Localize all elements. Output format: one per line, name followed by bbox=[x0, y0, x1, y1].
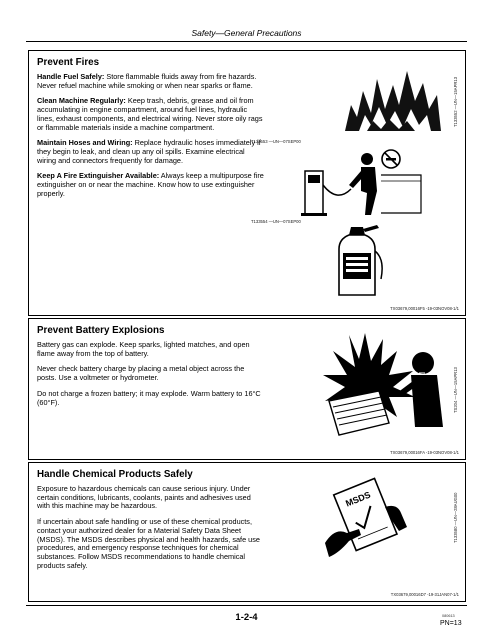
item-body: Keep trash, debris, grease and oil from accumulating in engine compartment, around fuel lines, hydraulic lines, exhaust components, and electrical wiring. Never store oily rags or flammable materials inside a machine compartment. bbox=[37, 96, 263, 132]
item-body: Always keep a multipurpose fire extinguisher on or near the machine. Know how to use extinguisher properly. bbox=[37, 171, 264, 198]
figure-code: T133580 —UN—28AUG00 bbox=[453, 492, 458, 543]
chemical-paragraph: If uncertain about safe handling or use of these chemical products, contact your authorized dealer for a Material Safety Data Sheet (MSDS). The MSDS describes physical and health hazards, safe use procedures, and emergency response techniques for chemical substances. Follow MSDS recommendations to handle chemical products safely. bbox=[37, 517, 260, 570]
chemical-paragraph: Exposure to hazardous chemicals can cause serious injury. Under certain conditions, lubricants, coolants, paints and adhesives used with this machine may be hazardous. bbox=[37, 484, 251, 511]
fires-text bbox=[37, 73, 265, 205]
fire-extinguisher-illustration bbox=[329, 219, 389, 301]
fire-item bbox=[37, 73, 265, 90]
battery-paragraph: Never check battery charge by placing a metal object across the posts. Use a voltmeter or hydrometer. bbox=[37, 364, 245, 383]
fire-item bbox=[37, 139, 265, 165]
msds-sheet-illustration bbox=[315, 473, 425, 563]
figure-code: T133552 —UN—15APR13 bbox=[453, 76, 458, 127]
header-title: Safety—General Precautions bbox=[191, 28, 302, 38]
no-smoking-refuel-illustration bbox=[297, 145, 427, 217]
msds-label: MSDS bbox=[344, 489, 372, 509]
page-code: 080613 bbox=[442, 614, 455, 618]
section-footnote: TX03679,00016D7 -19-31JAN07-1/1 bbox=[390, 592, 459, 597]
figure-code: TS204 —UN—15APR13 bbox=[453, 367, 458, 413]
item-head: Maintain Hoses and Wiring: bbox=[37, 138, 133, 148]
figure-code: T133553 —UN—07SEP00 bbox=[251, 139, 301, 144]
page-header bbox=[26, 28, 467, 42]
battery-explosion-illustration bbox=[319, 331, 449, 441]
fire-flames-illustration bbox=[341, 65, 451, 135]
handle-chemical-products-section bbox=[28, 462, 466, 602]
section-footnote: TX03679,00016F5 -19-03NOV08-1/1 bbox=[390, 306, 459, 311]
battery-text bbox=[37, 341, 265, 414]
section-footnote: TX03679,00016FA -19-03NOV08-1/1 bbox=[390, 450, 459, 455]
page-number: 1-2-4 bbox=[235, 612, 258, 623]
item-head: Keep A Fire Extinguisher Available: bbox=[37, 171, 160, 181]
section-title: Prevent Fires bbox=[37, 57, 100, 68]
battery-paragraph: Battery gas can explode. Keep sparks, lighted matches, and open flame away from the top of battery. bbox=[37, 340, 250, 358]
section-title: Prevent Battery Explosions bbox=[37, 325, 165, 336]
item-head: Clean Machine Regularly: bbox=[37, 96, 126, 106]
item-head: Handle Fuel Safely: bbox=[37, 72, 105, 81]
prevent-battery-explosions-section bbox=[28, 318, 466, 460]
item-body: Replace hydraulic hoses immediately if they begin to leak, and clean up any oil spills. Examine electrical wiring and connectors frequently for damage. bbox=[37, 138, 261, 165]
battery-paragraph: Do not charge a frozen battery; it may explode. Warm battery to 16°C (60°F). bbox=[37, 388, 261, 407]
figure-code: T133554 —UN—07SEP00 bbox=[251, 219, 301, 224]
pn-label: PN=13 bbox=[440, 620, 462, 627]
prevent-fires-section bbox=[28, 50, 466, 316]
chemical-text bbox=[37, 485, 265, 577]
section-title: Handle Chemical Products Safely bbox=[37, 469, 193, 480]
fire-item bbox=[37, 97, 265, 132]
item-body: Store flammable fluids away from fire hazards. Never refuel machine while smoking or when near sparks or flame. bbox=[37, 72, 257, 90]
fire-item bbox=[37, 172, 265, 198]
footer-rule bbox=[26, 605, 467, 606]
